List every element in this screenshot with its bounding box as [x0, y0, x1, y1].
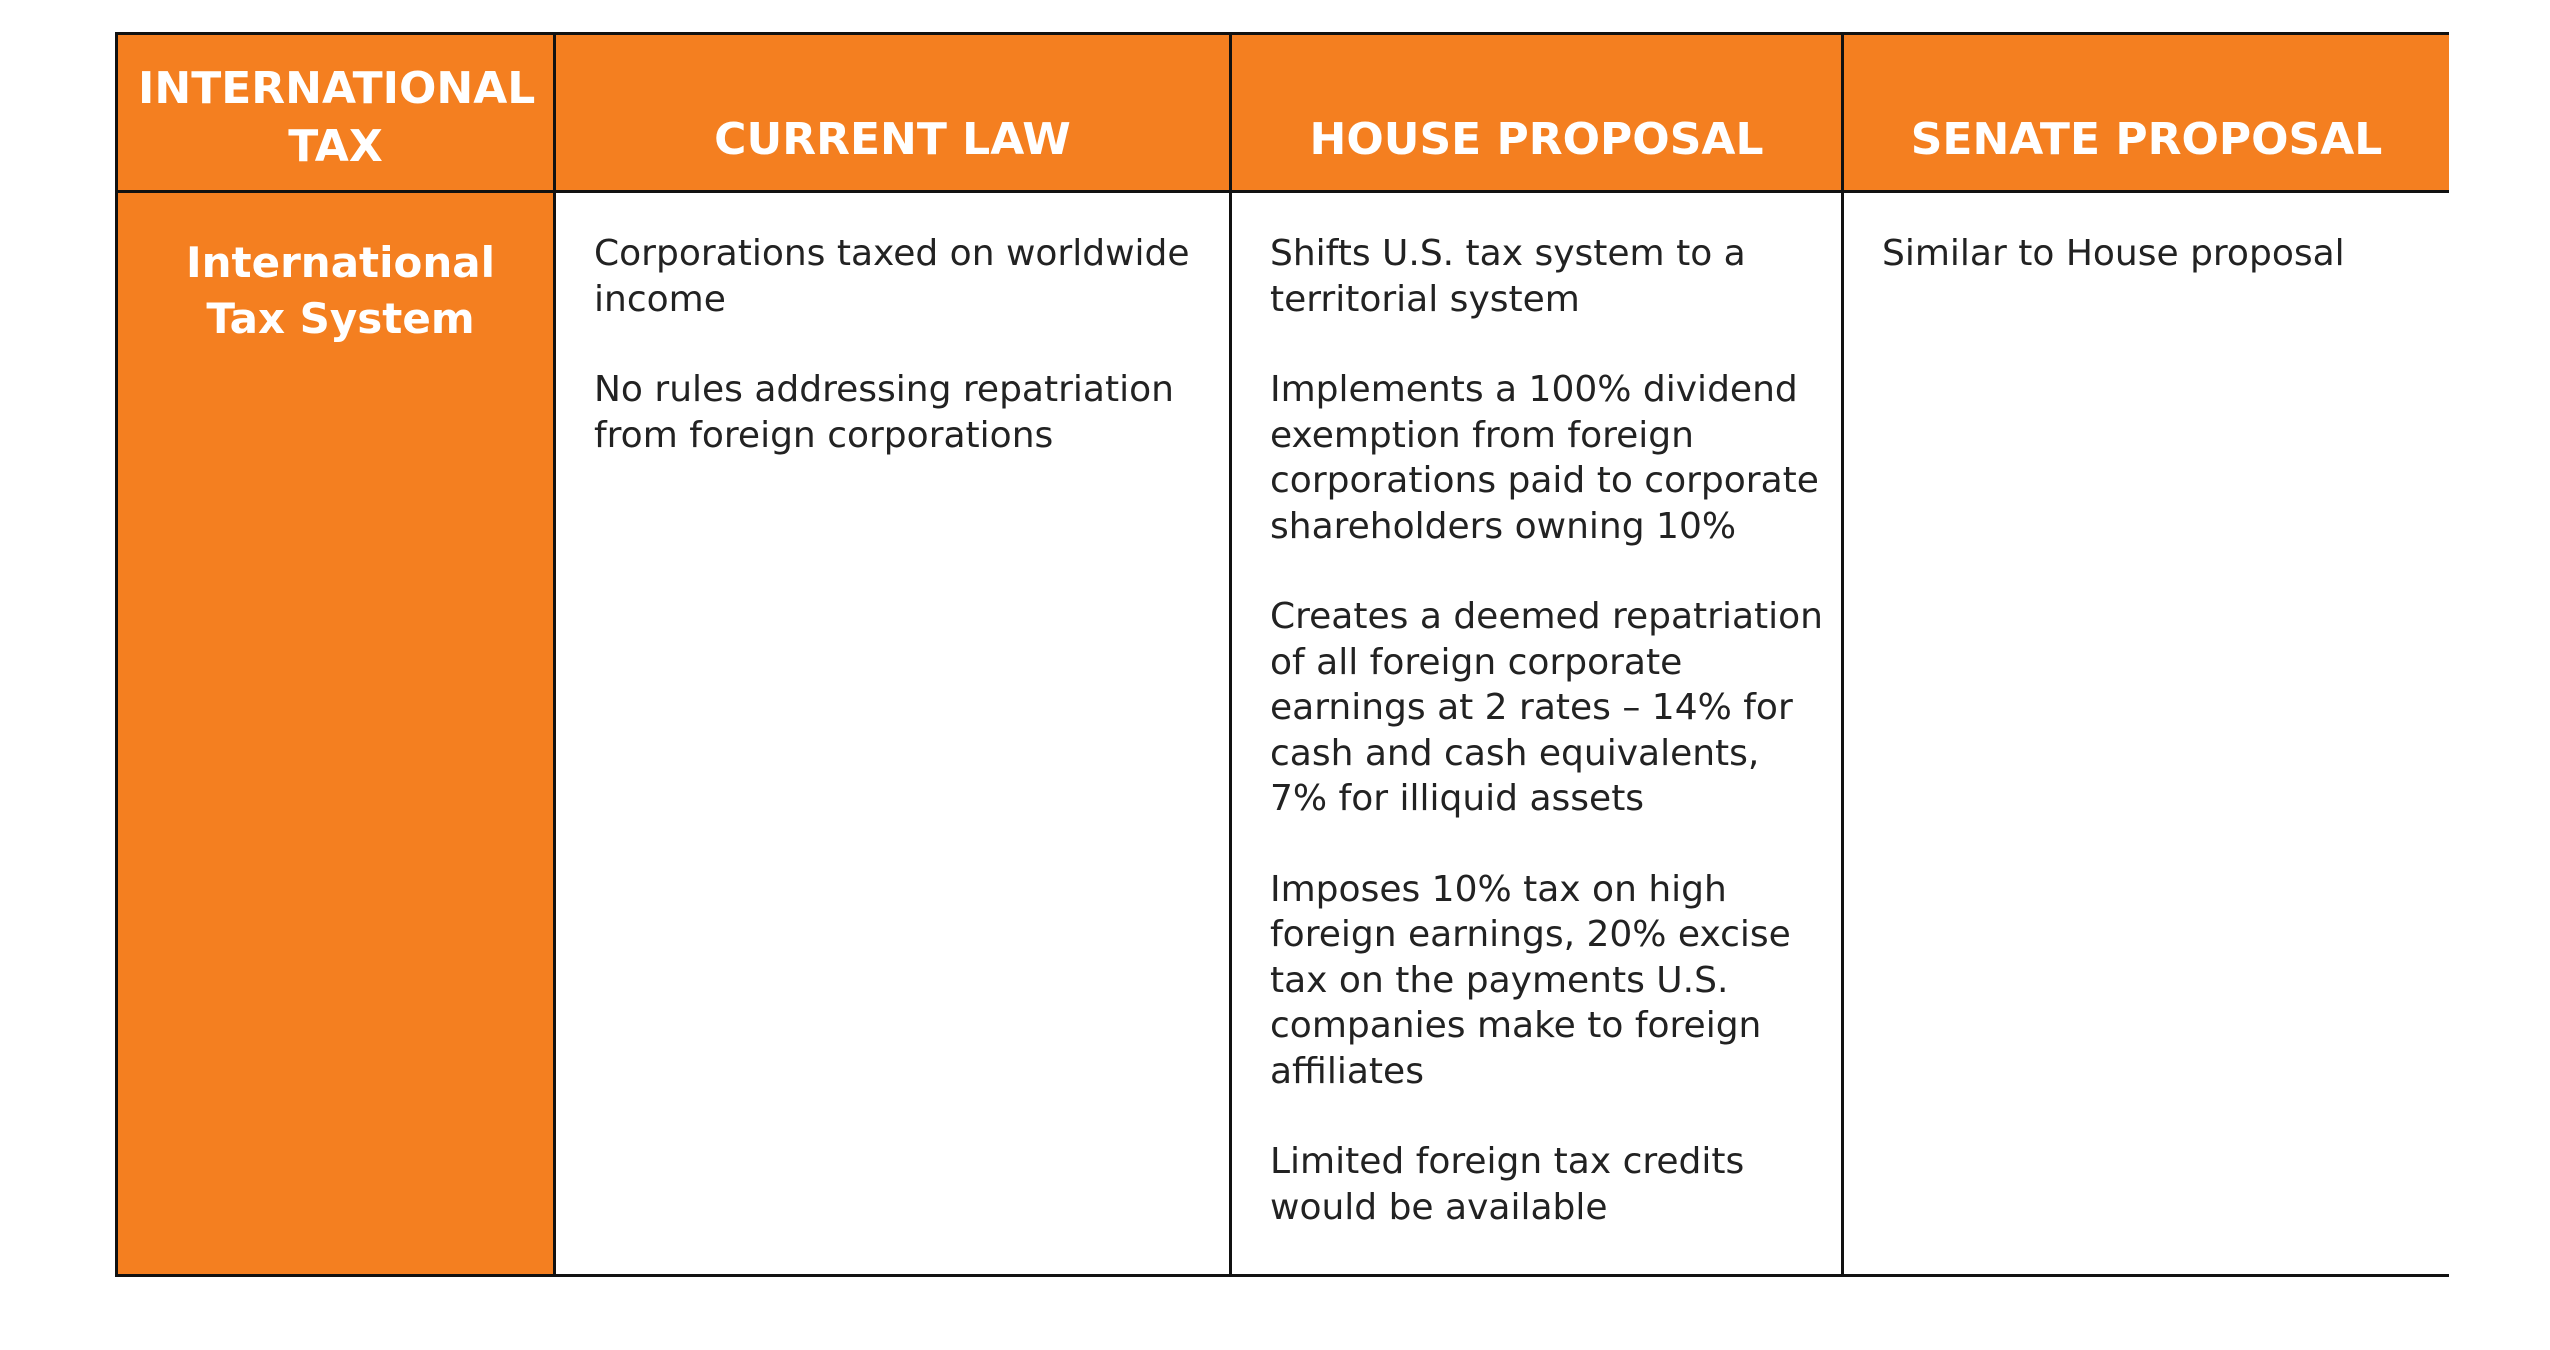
current-law-item: No rules addressing repatriation from foreign corporations — [594, 369, 1174, 456]
header-current-law-label: CURRENT LAW — [714, 114, 1071, 165]
senate-proposal-item: Similar to House proposal — [1882, 233, 2345, 274]
current-law-cell — [553, 190, 1229, 1274]
house-proposal-cell — [1229, 190, 1841, 1274]
house-proposal-item: Shifts U.S. tax system to a territorial system — [1270, 233, 1746, 320]
header-senate-proposal-label: SENATE PROPOSAL — [1910, 114, 2383, 165]
header-international-tax-label: INTERNATIONAL TAX — [138, 63, 536, 172]
house-proposal-item: Limited foreign tax credits would be available — [1270, 1141, 1745, 1228]
header-international-tax — [118, 35, 553, 190]
senate-proposal-cell — [1841, 190, 2449, 1274]
senate-proposal-content — [1844, 193, 2449, 277]
current-law-item: Corporations taxed on worldwide income — [594, 233, 1190, 320]
house-proposal-content — [1232, 193, 1841, 1230]
house-proposal-item: Implements a 100% dividend exemption from foreign corporations paid to corporate shareholders owning 10% — [1270, 369, 1819, 547]
house-proposal-item: Creates a deemed repatriation of all foreign corporate earnings at 2 rates – 14% for cash and cash equivalents, 7% for illiquid assets — [1270, 596, 1823, 819]
row-label-cell — [118, 190, 553, 1274]
header-current-law — [553, 35, 1229, 190]
house-proposal-item: Imposes 10% tax on high foreign earnings, 20% excise tax on the payments U.S. companies make to foreign affiliates — [1270, 868, 1791, 1092]
header-house-proposal-label: HOUSE PROPOSAL — [1309, 114, 1764, 165]
comparison-table — [115, 32, 2449, 1277]
header-house-proposal — [1229, 35, 1841, 190]
header-senate-proposal — [1841, 35, 2449, 190]
current-law-content — [556, 193, 1229, 458]
row-label: International Tax System — [185, 238, 495, 343]
